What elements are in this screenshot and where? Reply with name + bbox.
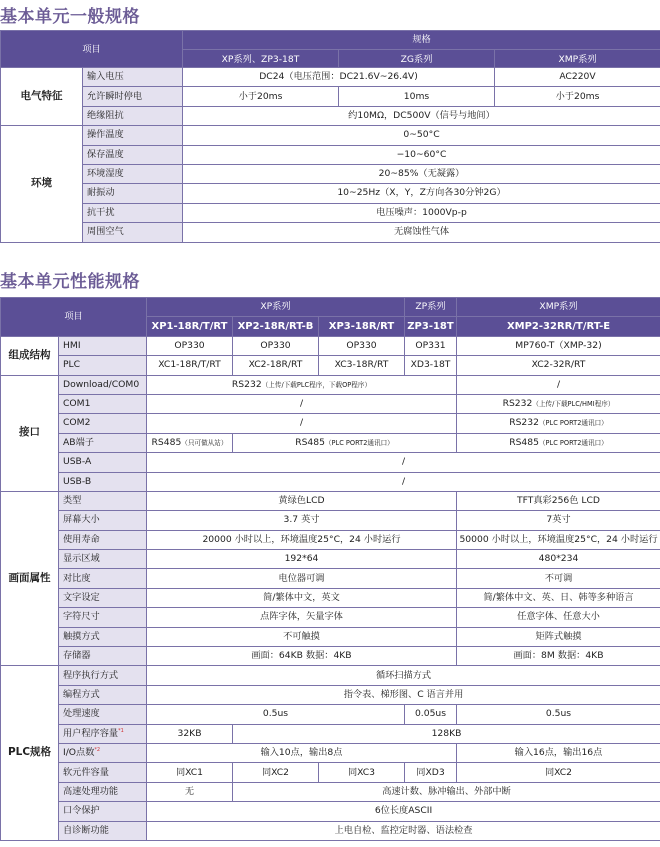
row-label: 对比度 [59, 569, 147, 588]
row-label: HMI [59, 336, 147, 355]
cell-value: 7英寸 [457, 511, 660, 530]
cell-value: XD3-18T [405, 356, 457, 375]
cell-value: 同XC3 [319, 763, 405, 782]
cell-value: 点阵字体，矢量字体 [147, 608, 457, 627]
cell-value: −10~60°C [183, 145, 660, 164]
cell-value: RS485（只可做从站） [147, 433, 233, 452]
cell-value: 输入10点，输出8点 [147, 743, 457, 762]
row-label: 环境湿度 [83, 164, 183, 183]
cell-value: 32KB [147, 724, 233, 743]
row-label: COM2 [59, 414, 147, 433]
row-label: AB端子 [59, 433, 147, 452]
cell-value: 20000 小时以上，环境温度25°C，24 小时运行 [147, 530, 457, 549]
row-label: 保存温度 [83, 145, 183, 164]
cell-value: 高速计数、脉冲输出、外部中断 [233, 782, 660, 801]
cell-value: 3.7 英寸 [147, 511, 457, 530]
cell-value: XC2-18R/RT [233, 356, 319, 375]
cell-value: 0.05us [405, 705, 457, 724]
cell-value: 同XD3 [405, 763, 457, 782]
cell-value: / [147, 472, 660, 491]
cell-value: DC24（电压范围：DC21.6V~26.4V) [183, 68, 495, 87]
group-electrical: 电气特征 [1, 68, 83, 126]
row-label: Download/COM0 [59, 375, 147, 394]
row-label: 输入电压 [83, 68, 183, 87]
row-label: 耐振动 [83, 184, 183, 203]
header-col-xmp: XMP系列 [495, 50, 660, 69]
row-label: 口令保护 [59, 802, 147, 821]
row-label: USB-B [59, 472, 147, 491]
row-label: 周围空气 [83, 223, 183, 242]
group-environment: 环境 [1, 126, 83, 242]
cell-value: RS232（上传/下载PLC程序，下载OP程序） [147, 375, 457, 394]
cell-value: 20~85%（无凝露） [183, 164, 660, 183]
header-col-xp: XP系列、ZP3-18T [183, 50, 339, 69]
header-model: ZP3-18T [405, 317, 457, 336]
row-label: 字符尺寸 [59, 608, 147, 627]
cell-value: 同XC1 [147, 763, 233, 782]
header-item: 项目 [1, 298, 147, 337]
header-xp-series: XP系列 [147, 298, 405, 317]
section-title-general: 基本单元一般规格 [0, 7, 140, 27]
cell-value: 不可调 [457, 569, 660, 588]
group-composition: 组成结构 [1, 336, 59, 375]
footnote-marker: *2 [94, 747, 101, 754]
cell-value: XC2-32R/RT [457, 356, 660, 375]
cell-value: RS232（上传/下载PLC/HMI程序） [457, 394, 660, 413]
row-label: USB-A [59, 453, 147, 472]
cell-value: RS232（PLC PORT2通讯口） [457, 414, 660, 433]
cell-value: RS485（PLC PORT2通讯口） [457, 433, 660, 452]
row-label: 操作温度 [83, 126, 183, 145]
cell-value: 输入16点，输出16点 [457, 743, 660, 762]
cell-value: / [147, 414, 457, 433]
cell-value: MP760-T（XMP-32) [457, 336, 660, 355]
row-label: 允许瞬时停电 [83, 87, 183, 106]
cell-value: 0.5us [147, 705, 405, 724]
row-label: 屏幕大小 [59, 511, 147, 530]
cell-value: OP330 [319, 336, 405, 355]
cell-value: 无 [147, 782, 233, 801]
cell-value: 6位长度ASCII [147, 802, 660, 821]
cell-value: 50000 小时以上，环境温度25°C，24 小时运行 [457, 530, 660, 549]
row-label: 类型 [59, 491, 147, 510]
row-label: 编程方式 [59, 685, 147, 704]
cell-value: 黄绿色LCD [147, 491, 457, 510]
cell-value: XC1-18R/T/RT [147, 356, 233, 375]
header-model: XP1-18R/T/RT [147, 317, 233, 336]
row-label: 显示区域 [59, 550, 147, 569]
row-label: I/O点数$^{*2}$ [59, 743, 147, 762]
general-spec-table-body [0, 67, 660, 243]
header-model: XP3-18R/RT [319, 317, 405, 336]
cell-value: 指令表、梯形图、C 语言并用 [147, 685, 660, 704]
header-item: 项目 [1, 31, 183, 70]
cell-value: 10ms [339, 87, 495, 106]
cell-value: 简/繁体中文、英、日、韩等多种语言 [457, 588, 660, 607]
cell-value: / [147, 453, 660, 472]
cell-value: 小于20ms [495, 87, 660, 106]
row-label: 存储器 [59, 647, 147, 666]
row-label: 文字设定 [59, 588, 147, 607]
cell-value: 循环扫描方式 [147, 666, 660, 685]
cell-value: 10~25Hz（X，Y，Z方向各30分钟2G） [183, 184, 660, 203]
header-xmp-series: XMP系列 [457, 298, 660, 317]
cell-value: 任意字体、任意大小 [457, 608, 660, 627]
row-label: 抗干扰 [83, 203, 183, 222]
row-label: COM1 [59, 394, 147, 413]
cell-value: OP330 [233, 336, 319, 355]
cell-value: / [147, 394, 457, 413]
row-label: 处理速度 [59, 705, 147, 724]
cell-value: OP331 [405, 336, 457, 355]
group-interface: 接口 [1, 375, 59, 491]
footnote-marker: *1 [118, 727, 124, 734]
general-spec-table [0, 30, 660, 70]
header-model: XMP2-32RR/T/RT-E [457, 317, 660, 336]
cell-value: 电压噪声：1000Vp-p [183, 203, 660, 222]
cell-value: OP330 [147, 336, 233, 355]
row-label: 用户程序容量$^{*1}$ [59, 724, 147, 743]
cell-value: TFT真彩256色 LCD [457, 491, 660, 510]
group-screen: 画面属性 [1, 491, 59, 666]
cell-value: 小于20ms [183, 87, 339, 106]
row-label: 绝缘阻抗 [83, 106, 183, 125]
row-label: 使用寿命 [59, 530, 147, 549]
cell-value: 不可触摸 [147, 627, 457, 646]
cell-value: 同XC2 [457, 763, 660, 782]
header-col-zg: ZG系列 [339, 50, 495, 69]
cell-value: 192*64 [147, 550, 457, 569]
row-label: 程序执行方式 [59, 666, 147, 685]
cell-value: 电位器可调 [147, 569, 457, 588]
cell-value: 画面：64KB 数据：4KB [147, 647, 457, 666]
header-spec: 规格 [183, 31, 660, 50]
cell-value: 上电自检、监控定时器、语法检查 [147, 821, 660, 840]
group-plc: PLC规格 [1, 666, 59, 841]
cell-value: XC3-18R/RT [319, 356, 405, 375]
cell-value: AC220V [495, 68, 660, 87]
row-label: 软元件容量 [59, 763, 147, 782]
cell-value: 无腐蚀性气体 [183, 223, 660, 242]
cell-value: 简/繁体中文，英文 [147, 588, 457, 607]
row-label: PLC [59, 356, 147, 375]
header-zp-series: ZP系列 [405, 298, 457, 317]
cell-value: RS485（PLC PORT2通讯口） [233, 433, 457, 452]
performance-spec-table [0, 297, 660, 841]
row-label: 自诊断功能 [59, 821, 147, 840]
cell-value: 0.5us [457, 705, 660, 724]
header-model: XP2-18R/RT-B [233, 317, 319, 336]
cell-value: 矩阵式触摸 [457, 627, 660, 646]
cell-value: 0~50°C [183, 126, 660, 145]
cell-value: / [457, 375, 660, 394]
row-label: 触摸方式 [59, 627, 147, 646]
cell-value: 128KB [233, 724, 660, 743]
row-label: 高速处理功能 [59, 782, 147, 801]
cell-value: 480*234 [457, 550, 660, 569]
cell-value: 同XC2 [233, 763, 319, 782]
section-title-performance: 基本单元性能规格 [0, 272, 140, 292]
cell-value: 画面：8M 数据：4KB [457, 647, 660, 666]
cell-value: 约10MΩ，DC500V（信号与地间） [183, 106, 660, 125]
